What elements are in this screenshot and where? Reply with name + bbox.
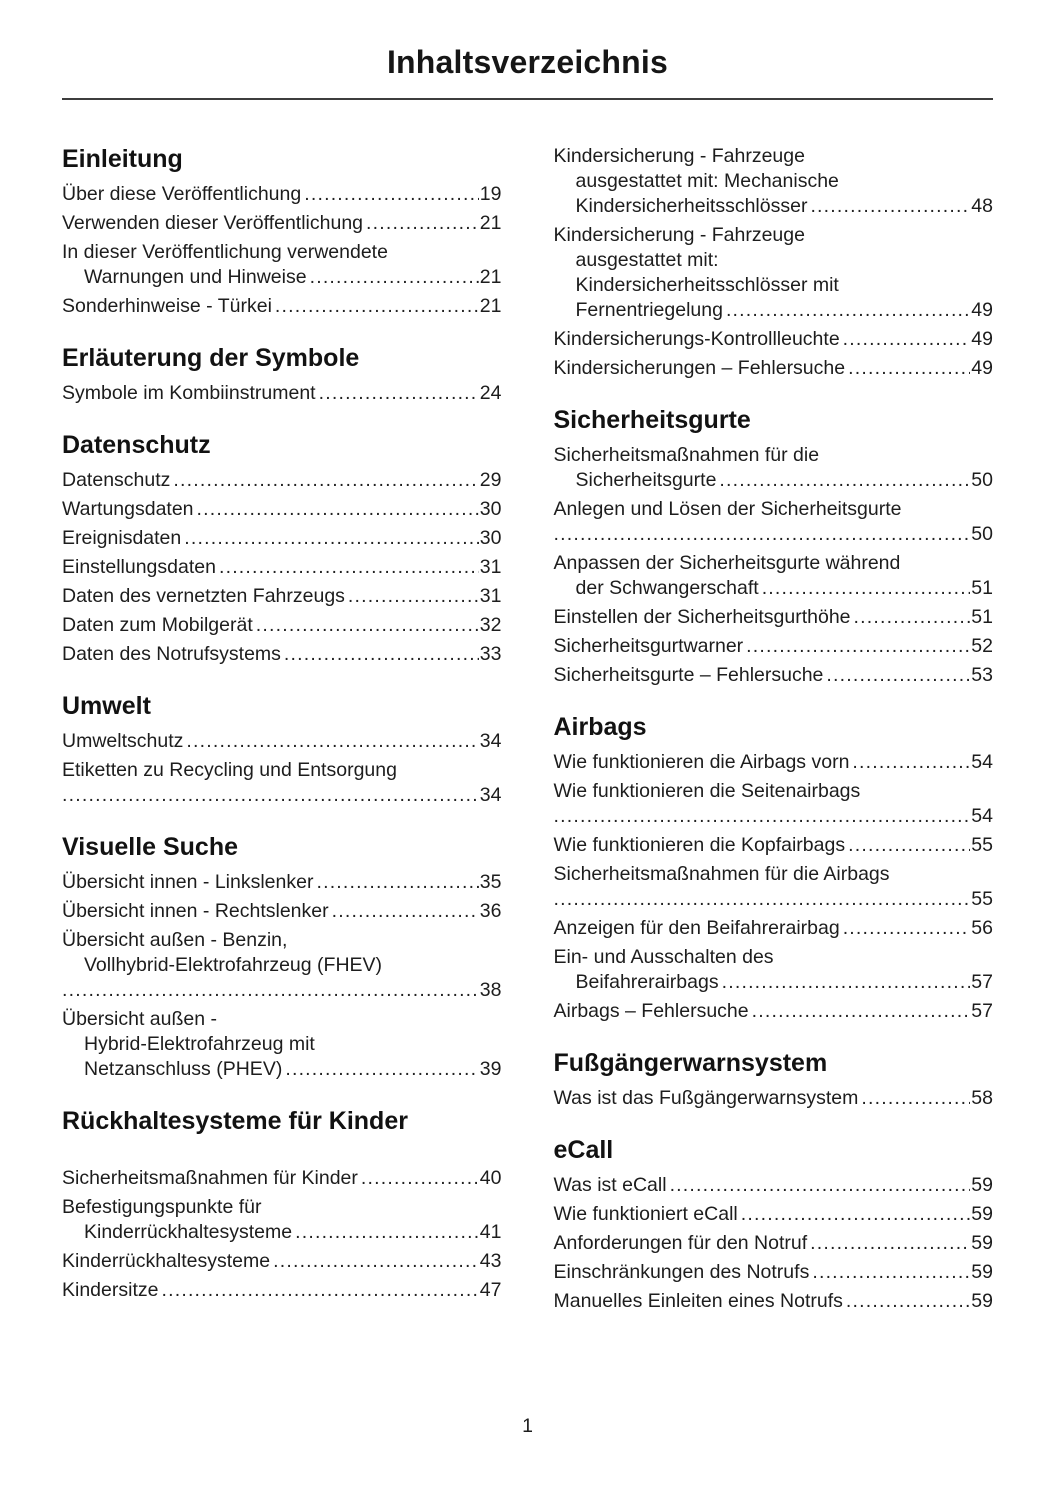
entry-line: Sicherheitsmaßnahmen für die xyxy=(553,444,820,466)
entry-page-number: 49 xyxy=(971,357,993,379)
entry-page-number: 40 xyxy=(479,1167,502,1189)
dot-leader xyxy=(329,899,479,924)
entry-text: Sicherheitsgurtwarner xyxy=(553,635,744,657)
toc-entry xyxy=(554,1173,994,1198)
entry-text: Daten des vernetzten Fahrzeugs xyxy=(62,585,345,607)
entry-line-last xyxy=(554,605,994,630)
entry-text: Sicherheitsmaßnahmen für Kinder xyxy=(62,1167,358,1189)
section-header: Einleitung xyxy=(62,145,183,173)
entry-line-last xyxy=(62,978,502,1003)
entry-text: Umweltschutz xyxy=(62,730,184,752)
entry-line-last xyxy=(62,870,502,895)
entry-page-number: 54 xyxy=(971,751,993,773)
toc-entry xyxy=(62,584,502,609)
entry-page-number: 59 xyxy=(971,1261,993,1283)
entry-text: Einstellungsdaten xyxy=(62,556,216,578)
entry-line-last xyxy=(62,1057,502,1082)
entry-page-number: 59 xyxy=(971,1174,993,1196)
entry-page-number: 51 xyxy=(971,606,993,628)
entry-text: Anforderungen für den Notruf xyxy=(553,1232,808,1254)
entry-page-number: 31 xyxy=(479,556,502,578)
entry-line-last xyxy=(554,1202,994,1227)
entry-page-number: 55 xyxy=(971,888,993,910)
dot-leader xyxy=(216,555,479,580)
entry-line-last xyxy=(554,804,994,829)
entry-text: Daten des Notrufsystems xyxy=(62,643,281,665)
entry-text: Symbole im Kombiinstrument xyxy=(62,382,316,404)
entry-line-last xyxy=(62,265,502,290)
dot-leader xyxy=(840,327,971,352)
entry-page-number: 55 xyxy=(971,834,993,856)
entry-text: Kindersicherungen – Fehlersuche xyxy=(553,357,846,379)
entry-text: Was ist eCall xyxy=(553,1174,667,1196)
toc-entry xyxy=(62,1195,502,1245)
entry-line-last xyxy=(62,1278,502,1303)
entry-line: Hybrid-Elektrofahrzeug mit xyxy=(84,1033,315,1055)
entry-page-number: 41 xyxy=(479,1221,502,1243)
entry-line-last xyxy=(62,555,502,580)
entry-page-number: 21 xyxy=(479,266,502,288)
entry-page-number: 32 xyxy=(479,614,502,636)
toc-section xyxy=(554,1135,994,1314)
toc-entry xyxy=(554,916,994,941)
dot-leader xyxy=(667,1173,971,1198)
entry-line-last xyxy=(554,194,994,219)
toc-section xyxy=(62,430,502,667)
entry-page-number: 34 xyxy=(479,730,502,752)
toc-section xyxy=(554,405,994,688)
entry-text: Netzanschluss (PHEV) xyxy=(84,1058,283,1080)
entry-line-last xyxy=(554,1231,994,1256)
entry-text: Kindersitze xyxy=(62,1279,159,1301)
entry-line: In dieser Veröffentlichung verwendete xyxy=(62,241,388,263)
toc-entry xyxy=(554,1086,994,1111)
page-footer-number: 1 xyxy=(522,1415,533,1437)
entry-page-number: 29 xyxy=(479,469,502,491)
entry-page-number: 48 xyxy=(971,195,993,217)
entry-line-last xyxy=(62,1166,502,1191)
entry-line-last xyxy=(554,1260,994,1285)
dot-leader xyxy=(181,526,479,551)
toc-entry xyxy=(554,862,994,912)
toc-entry xyxy=(554,1231,994,1256)
entry-line: Wie funktionieren die Seitenairbags xyxy=(553,780,861,802)
entry-text: der Schwangerschaft xyxy=(575,577,759,599)
dot-leader xyxy=(843,1289,970,1314)
toc-entry xyxy=(62,758,502,808)
dot-leader xyxy=(316,381,479,406)
entry-text: Einschränkungen des Notrufs xyxy=(553,1261,810,1283)
entry-line: ausgestattet mit: Mechanische xyxy=(575,170,839,192)
toc-entry xyxy=(554,144,994,219)
entry-page-number: 51 xyxy=(971,577,993,599)
toc-entry xyxy=(62,294,502,319)
entry-line-last xyxy=(62,642,502,667)
dot-leader xyxy=(554,804,971,829)
entry-line-last xyxy=(554,298,994,323)
entry-text: Verwenden dieser Veröffentlichung xyxy=(62,212,364,234)
entry-line-last xyxy=(62,497,502,522)
dot-leader xyxy=(194,497,479,522)
toc-entry xyxy=(62,497,502,522)
toc-section xyxy=(62,691,502,808)
entry-text: Fernentriegelung xyxy=(575,299,723,321)
entry-line-last xyxy=(62,294,502,319)
entry-page-number: 57 xyxy=(971,971,993,993)
entry-text: Übersicht innen - Rechtslenker xyxy=(62,900,329,922)
toc-entry xyxy=(554,223,994,323)
entry-page-number: 52 xyxy=(971,635,993,657)
dot-leader xyxy=(840,916,971,941)
toc-entry xyxy=(554,833,994,858)
dot-leader xyxy=(809,1260,970,1285)
entry-text: Anzeigen für den Beifahrerairbag xyxy=(553,917,840,939)
dot-leader xyxy=(313,870,478,895)
dot-leader xyxy=(62,978,479,1003)
toc-entry xyxy=(554,443,994,493)
entry-page-number: 53 xyxy=(971,664,993,686)
toc-entry xyxy=(62,240,502,290)
entry-page-number: 31 xyxy=(479,585,502,607)
toc-entry xyxy=(62,899,502,924)
entry-line-last xyxy=(554,970,994,995)
section-header: Datenschutz xyxy=(62,431,211,459)
dot-leader xyxy=(554,522,971,547)
entry-text: Kindersicherheitsschlösser xyxy=(575,195,808,217)
entry-text: Airbags – Fehlersuche xyxy=(553,1000,749,1022)
section-header: Rückhaltesysteme für Kinder xyxy=(62,1107,408,1135)
entry-line-last xyxy=(554,750,994,775)
entry-line-last xyxy=(62,526,502,551)
toc-entry xyxy=(62,1166,502,1191)
entry-line-last xyxy=(62,899,502,924)
toc-entry xyxy=(554,605,994,630)
entry-text: Warnungen und Hinweise xyxy=(84,266,307,288)
toc-entry xyxy=(554,634,994,659)
toc-column-1 xyxy=(62,120,502,1318)
toc-entry xyxy=(554,356,994,381)
dot-leader xyxy=(716,468,970,493)
entry-page-number: 57 xyxy=(971,1000,993,1022)
dot-leader xyxy=(253,613,479,638)
entry-text: Kinderrückhaltesysteme xyxy=(62,1250,271,1272)
section-header: Erläuterung der Symbole xyxy=(62,344,360,372)
entry-page-number: 39 xyxy=(479,1058,502,1080)
dot-leader xyxy=(282,1057,478,1082)
entry-page-number: 47 xyxy=(479,1279,502,1301)
dot-leader xyxy=(307,265,479,290)
toc-entry xyxy=(554,779,994,829)
toc-columns xyxy=(0,120,1055,1318)
toc-entry xyxy=(62,526,502,551)
entry-line-last xyxy=(554,999,994,1024)
entry-line-last xyxy=(62,381,502,406)
section-header: eCall xyxy=(553,1136,614,1164)
dot-leader xyxy=(845,356,970,381)
section-header: Fußgängerwarnsystem xyxy=(553,1049,828,1077)
dot-leader xyxy=(363,211,479,236)
dot-leader xyxy=(858,1086,970,1111)
entry-line-last xyxy=(554,916,994,941)
toc-entry xyxy=(62,1007,502,1082)
entry-text: Sicherheitsgurte xyxy=(575,469,717,491)
toc-section xyxy=(62,343,502,406)
toc-section xyxy=(62,144,502,319)
entry-line-last xyxy=(62,211,502,236)
entry-page-number: 56 xyxy=(971,917,993,939)
entry-page-number: 36 xyxy=(479,900,502,922)
entry-line-last xyxy=(554,522,994,547)
entry-text: Was ist das Fußgängerwarnsystem xyxy=(553,1087,859,1109)
toc-entry xyxy=(62,1278,502,1303)
toc-section xyxy=(554,712,994,1024)
dot-leader xyxy=(183,729,478,754)
entry-line: Kindersicherung - Fahrzeuge xyxy=(553,145,805,167)
toc-entry xyxy=(554,1289,994,1314)
entry-line-last xyxy=(554,1086,994,1111)
entry-line-last xyxy=(62,613,502,638)
section-header: Umwelt xyxy=(62,692,151,720)
toc-section xyxy=(554,1048,994,1111)
dot-leader xyxy=(749,999,971,1024)
dot-leader xyxy=(807,194,970,219)
entry-text: Ereignisdaten xyxy=(62,527,182,549)
toc-entry xyxy=(554,999,994,1024)
dot-leader xyxy=(301,182,479,207)
dot-leader xyxy=(272,294,479,319)
entry-line-last xyxy=(554,468,994,493)
entry-page-number: 49 xyxy=(971,299,993,321)
entry-line: Kindersicherheitsschlösser mit xyxy=(575,274,839,296)
dot-leader xyxy=(723,298,970,323)
entry-line-last xyxy=(62,1220,502,1245)
entry-line-last xyxy=(554,634,994,659)
toc-entry xyxy=(554,497,994,547)
entry-text: Datenschutz xyxy=(62,469,171,491)
entry-page-number: 58 xyxy=(971,1087,993,1109)
page-title: Inhaltsverzeichnis xyxy=(386,44,669,80)
entry-page-number: 38 xyxy=(479,979,502,1001)
entry-text: Sicherheitsgurte – Fehlersuche xyxy=(553,664,824,686)
entry-page-number: 30 xyxy=(479,527,502,549)
entry-line-last xyxy=(554,887,994,912)
entry-line-last xyxy=(554,663,994,688)
entry-page-number: 35 xyxy=(479,871,502,893)
toc-entry xyxy=(554,327,994,352)
toc-entry xyxy=(554,663,994,688)
dot-leader xyxy=(554,887,971,912)
entry-text: Wartungsdaten xyxy=(62,498,194,520)
toc-entry xyxy=(554,945,994,995)
entry-page-number: 33 xyxy=(479,643,502,665)
entry-page-number: 50 xyxy=(971,469,993,491)
section-header: Visuelle Suche xyxy=(62,833,239,861)
entry-line: Anlegen und Lösen der Sicherheitsgurte xyxy=(553,498,902,520)
entry-line: Anpassen der Sicherheitsgurte während xyxy=(553,552,901,574)
entry-text: Kindersicherungs-Kontrollleuchte xyxy=(553,328,840,350)
entry-text: Über diese Veröffentlichung xyxy=(62,183,302,205)
toc-entry xyxy=(62,870,502,895)
dot-leader xyxy=(851,605,971,630)
dot-leader xyxy=(358,1166,479,1191)
entry-page-number: 49 xyxy=(971,328,993,350)
entry-line: Übersicht außen - xyxy=(62,1008,217,1030)
toc-entry xyxy=(62,642,502,667)
entry-page-number: 59 xyxy=(971,1232,993,1254)
toc-entry xyxy=(62,381,502,406)
section-header: Airbags xyxy=(553,713,647,741)
entry-text: Einstellen der Sicherheitsgurthöhe xyxy=(553,606,851,628)
dot-leader xyxy=(62,783,479,808)
toc-section xyxy=(62,832,502,1082)
dot-leader xyxy=(719,970,971,995)
dot-leader xyxy=(270,1249,479,1274)
entry-text: Daten zum Mobilgerät xyxy=(62,614,253,636)
entry-line: ausgestattet mit: xyxy=(575,249,719,271)
entry-line-last xyxy=(554,833,994,858)
entry-text: Wie funktionieren die Airbags vorn xyxy=(553,751,850,773)
entry-line-last xyxy=(62,729,502,754)
entry-line-last xyxy=(554,327,994,352)
title-divider xyxy=(62,98,993,100)
toc-entry xyxy=(62,555,502,580)
entry-line-last xyxy=(554,576,994,601)
entry-page-number: 34 xyxy=(479,784,502,806)
entry-line: Kindersicherung - Fahrzeuge xyxy=(553,224,805,246)
entry-page-number: 21 xyxy=(479,212,502,234)
entry-line-last xyxy=(62,783,502,808)
entry-line: Vollhybrid-Elektrofahrzeug (FHEV) xyxy=(84,954,383,976)
dot-leader xyxy=(823,663,970,688)
entry-text: Sonderhinweise - Türkei xyxy=(62,295,272,317)
entry-text: Beifahrerairbags xyxy=(575,971,719,993)
entry-line-last xyxy=(62,182,502,207)
dot-leader xyxy=(743,634,970,659)
dot-leader xyxy=(849,750,970,775)
dot-leader xyxy=(738,1202,971,1227)
entry-line: Etiketten zu Recycling und Entsorgung xyxy=(62,759,397,781)
toc-entry xyxy=(62,928,502,1003)
entry-page-number: 43 xyxy=(479,1250,502,1272)
toc-entry xyxy=(62,1249,502,1274)
entry-text: Kinderrückhaltesysteme xyxy=(84,1221,293,1243)
entry-page-number: 21 xyxy=(479,295,502,317)
toc-entry xyxy=(62,729,502,754)
entry-line-last xyxy=(62,468,502,493)
entry-page-number: 50 xyxy=(971,523,993,545)
toc-entry xyxy=(62,613,502,638)
entry-line: Übersicht außen - Benzin, xyxy=(62,929,288,951)
entry-page-number: 30 xyxy=(479,498,502,520)
dot-leader xyxy=(158,1278,478,1303)
toc-entry xyxy=(62,182,502,207)
entry-line-last xyxy=(554,1289,994,1314)
dot-leader xyxy=(845,833,970,858)
entry-line: Sicherheitsmaßnahmen für die Airbags xyxy=(553,863,890,885)
entry-page-number: 54 xyxy=(971,805,993,827)
entry-line-last xyxy=(62,1249,502,1274)
dot-leader xyxy=(292,1220,479,1245)
toc-entry xyxy=(554,750,994,775)
entry-line-last xyxy=(554,356,994,381)
entry-page-number: 24 xyxy=(479,382,502,404)
toc-entry xyxy=(554,1202,994,1227)
entry-text: Manuelles Einleiten eines Notrufs xyxy=(553,1290,843,1312)
toc-page xyxy=(0,44,1055,1437)
dot-leader xyxy=(345,584,479,609)
toc-section xyxy=(62,1106,502,1303)
entry-page-number: 59 xyxy=(971,1290,993,1312)
section-header: Sicherheitsgurte xyxy=(553,406,751,434)
toc-section xyxy=(554,144,994,381)
dot-leader xyxy=(170,468,478,493)
toc-entry xyxy=(62,211,502,236)
entry-line: Befestigungspunkte für xyxy=(62,1196,262,1218)
dot-leader xyxy=(759,576,971,601)
entry-line: Ein- und Ausschalten des xyxy=(553,946,774,968)
dot-leader xyxy=(807,1231,970,1256)
entry-line-last xyxy=(554,1173,994,1198)
toc-column-2 xyxy=(554,120,994,1318)
entry-page-number: 19 xyxy=(479,183,502,205)
entry-text: Übersicht innen - Linkslenker xyxy=(62,871,314,893)
entry-line-last xyxy=(62,584,502,609)
toc-entry xyxy=(554,1260,994,1285)
entry-page-number: 59 xyxy=(971,1203,993,1225)
entry-text: Wie funktionieren die Kopfairbags xyxy=(553,834,846,856)
toc-entry xyxy=(554,551,994,601)
entry-text: Wie funktioniert eCall xyxy=(553,1203,738,1225)
toc-entry xyxy=(62,468,502,493)
dot-leader xyxy=(281,642,479,667)
